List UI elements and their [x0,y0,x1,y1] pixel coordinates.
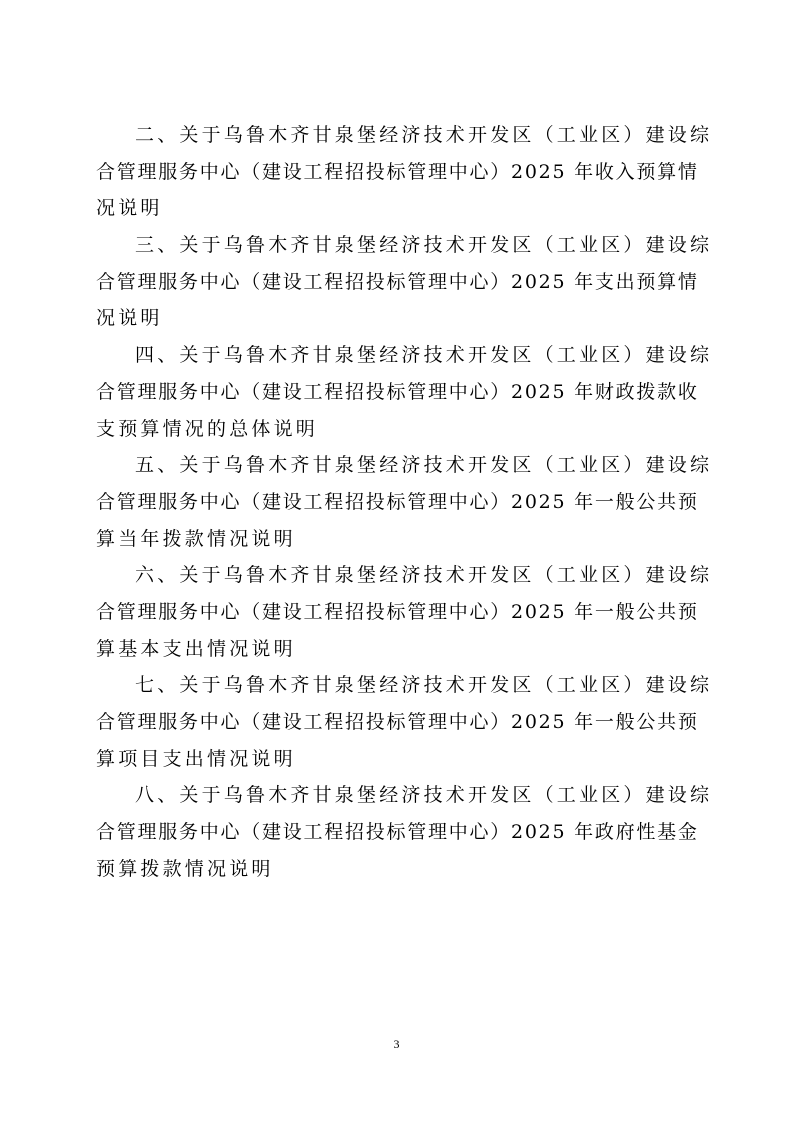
section-item-text: 五、关于乌鲁木齐甘泉堡经济技术开发区（工业区）建设综 [135,454,713,477]
section-item-text: 合管理服务中心（建设工程招投标管理中心）2025 年一般公共预 [96,711,699,733]
section-item-7 [96,667,716,777]
section-item-text: 算基本支出情况说明 [96,637,296,660]
section-item-text: 算当年拨款情况说明 [96,527,296,550]
section-item-text: 合管理服务中心（建设工程招投标管理中心）2025 年一般公共预 [96,600,699,623]
page-number: 3 [393,1037,400,1051]
section-item-4 [96,337,716,447]
section-item-text: 支预算情况的总体说明 [96,417,319,440]
section-item-3 [96,227,716,337]
section-item-text: 况说明 [96,307,163,330]
section-item-text: 合管理服务中心（建设工程招投标管理中心）2025 年支出预算情 [96,270,699,293]
section-item-text: 二、关于乌鲁木齐甘泉堡经济技术开发区（工业区）建设综 [135,124,713,146]
section-item-text: 四、关于乌鲁木齐甘泉堡经济技术开发区（工业区）建设综 [135,344,713,367]
section-item-text: 合管理服务中心（建设工程招投标管理中心）2025 年财政拨款收 [96,380,699,403]
section-item-text: 况说明 [96,197,163,220]
section-item-text: 七、关于乌鲁木齐甘泉堡经济技术开发区（工业区）建设综 [135,674,713,697]
section-item-8 [96,777,716,887]
section-item-text: 合管理服务中心（建设工程招投标管理中心）2025 年收入预算情 [96,160,699,183]
section-item-5 [96,447,716,557]
section-item-text: 预算拨款情况说明 [96,857,274,880]
section-item-6 [96,557,716,667]
document-body [96,117,716,887]
section-item-text: 六、关于乌鲁木齐甘泉堡经济技术开发区（工业区）建设综 [135,564,713,587]
section-item-text: 合管理服务中心（建设工程招投标管理中心）2025 年一般公共预 [96,490,699,513]
section-item-2 [96,117,716,227]
section-item-text: 三、关于乌鲁木齐甘泉堡经济技术开发区（工业区）建设综 [135,234,713,257]
section-item-text: 八、关于乌鲁木齐甘泉堡经济技术开发区（工业区）建设综 [135,784,713,807]
section-item-text: 算项目支出情况说明 [96,747,296,770]
section-item-text: 合管理服务中心（建设工程招投标管理中心）2025 年政府性基金 [96,821,699,844]
